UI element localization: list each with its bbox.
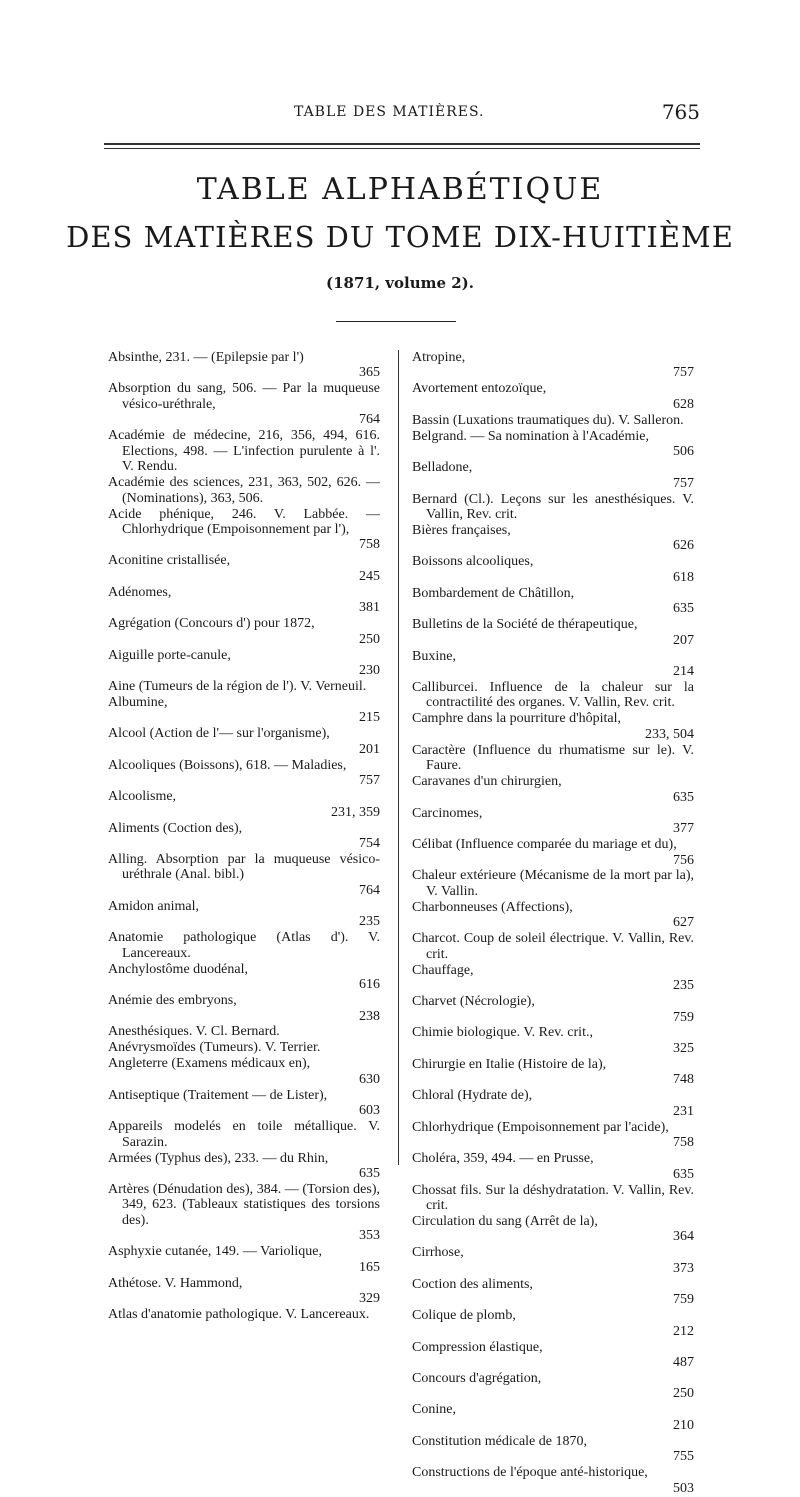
- index-entry: [412, 806, 694, 837]
- entry-page: 754: [359, 836, 380, 852]
- entry-heading: Colique de plomb,: [412, 1308, 516, 1324]
- entry-page: 325: [673, 1040, 694, 1056]
- entry-page: 757: [359, 773, 380, 789]
- entry-page: 759: [673, 1009, 694, 1025]
- index-entry: [412, 680, 694, 711]
- entry-page: 764: [359, 412, 380, 428]
- index-entry: [108, 1040, 380, 1055]
- index-entry: [412, 1088, 694, 1119]
- index-entry: [108, 1024, 380, 1039]
- index-entry: [412, 492, 694, 523]
- entry-heading: Agrégation (Concours d') pour 1872,: [108, 616, 315, 632]
- entry-heading: Bières françaises,: [412, 522, 511, 538]
- index-entry: [108, 553, 380, 584]
- index-entry: [108, 648, 380, 679]
- entry-heading: Anesthésiques. V. Cl. Bernard.: [108, 1024, 280, 1040]
- entry-page: 365: [359, 365, 380, 381]
- index-entry: [412, 1371, 694, 1402]
- left-column: [108, 350, 380, 1323]
- entry-heading: Bassin (Luxations traumatiques du). V. Salleron.: [412, 412, 684, 428]
- entry-page: 212: [673, 1323, 694, 1339]
- entry-heading: Absorption du sang, 506. — Par la muqueuse vésico-uréthrale,: [108, 381, 380, 412]
- entry-page: 230: [359, 663, 380, 679]
- entry-heading: Constitution médicale de 1870,: [412, 1433, 587, 1449]
- entry-heading: Charbonneuses (Affections),: [412, 899, 573, 915]
- entry-heading: Angleterre (Examens médicaux en),: [108, 1056, 311, 1072]
- entry-heading: Amidon animal,: [108, 898, 199, 914]
- index-entry: [412, 586, 694, 617]
- entry-page: 235: [673, 978, 694, 994]
- entry-page: 245: [359, 568, 380, 584]
- entry-heading: Calliburcei. Influence de la chaleur sur la contractilité des organes. V. Vallin, Rev. crit.: [412, 680, 694, 711]
- index-entry: [108, 1276, 380, 1307]
- entry-heading: Charvet (Nécrologie),: [412, 994, 535, 1010]
- entry-heading: Conine,: [412, 1402, 456, 1418]
- entry-page: 626: [673, 538, 694, 554]
- index-entry: [412, 1465, 694, 1496]
- index-entry: [412, 1151, 694, 1182]
- index-entry: [108, 1088, 380, 1119]
- entry-heading: Atropine,: [412, 350, 466, 365]
- index-entry: [412, 1402, 694, 1433]
- entry-heading: Anévrysmoïdes (Tumeurs). V. Terrier.: [108, 1040, 321, 1056]
- entry-page: 364: [673, 1229, 694, 1245]
- entry-page: 231: [673, 1103, 694, 1119]
- entry-heading: Chossat fils. Sur la déshydratation. V. Vallin, Rev. crit.: [412, 1182, 694, 1213]
- entry-heading: Belladone,: [412, 460, 473, 476]
- entry-heading: Appareils modelés en toile métallique. V. Sarazin.: [108, 1119, 380, 1150]
- entry-page: 377: [673, 821, 694, 837]
- entry-page: 759: [673, 1292, 694, 1308]
- title-line-3: (1871, volume 2).: [325, 274, 474, 292]
- entry-page: 233, 504: [645, 726, 694, 742]
- entry-heading: Belgrand. — Sa nomination à l'Académie,: [412, 428, 649, 444]
- index-entry: [412, 1340, 694, 1371]
- running-title: TABLE DES MATIÈRES.: [294, 104, 485, 120]
- entry-page: 373: [673, 1260, 694, 1276]
- entry-heading: Aine (Tumeurs de la région de l'). V. Verneuil.: [108, 679, 367, 695]
- index-entry: [108, 821, 380, 852]
- entry-page: 628: [673, 396, 694, 412]
- index-entry: [412, 429, 694, 460]
- entry-heading: Chimie biologique. V. Rev. crit.,: [412, 1025, 593, 1041]
- running-head: [104, 100, 700, 126]
- title-line-1: TABLE ALPHABÉTIQUE: [196, 172, 604, 207]
- entry-heading: Cirrhose,: [412, 1245, 464, 1261]
- entry-heading: Boissons alcooliques,: [412, 554, 534, 570]
- entry-heading: Chlorhydrique (Empoisonnement par l'acide),: [412, 1119, 669, 1135]
- index-entry: [108, 930, 380, 961]
- entry-heading: Charcot. Coup de soleil électrique. V. Vallin, Rev. crit.: [412, 931, 694, 962]
- index-entry: [412, 350, 694, 381]
- index-entry: [412, 1183, 694, 1214]
- entry-heading: Coction des aliments,: [412, 1276, 533, 1292]
- entry-page: 329: [359, 1291, 380, 1307]
- entry-page: 503: [673, 1480, 694, 1496]
- index-entry: [412, 774, 694, 805]
- index-entry: [108, 962, 380, 993]
- index-entry: [412, 381, 694, 412]
- title-line-2: DES MATIÈRES DU TOME DIX-HUITIÈME: [66, 220, 734, 254]
- entry-heading: Constructions de l'époque anté-historique,: [412, 1465, 648, 1481]
- entry-page: 635: [673, 1166, 694, 1182]
- entry-page: 201: [359, 741, 380, 757]
- entry-heading: Académie des sciences, 231, 363, 502, 626. — (Nominations), 363, 506.: [108, 475, 380, 506]
- entry-page: 250: [359, 631, 380, 647]
- entry-heading: Adénomes,: [108, 584, 172, 600]
- index-entry: [412, 649, 694, 680]
- index-entry: [412, 523, 694, 554]
- entry-heading: Chirurgie en Italie (Histoire de la),: [412, 1056, 607, 1072]
- entry-heading: Bulletins de la Société de thérapeutique,: [412, 617, 638, 633]
- index-entry: [412, 413, 694, 428]
- entry-heading: Artères (Dénudation des), 384. — (Torsion des), 349, 623. (Tableaux statistiques des torsions des).: [108, 1182, 380, 1228]
- entry-page: 755: [673, 1449, 694, 1465]
- index-entry: [108, 993, 380, 1024]
- entry-page: 487: [673, 1355, 694, 1370]
- entry-page: 506: [673, 444, 694, 460]
- entry-heading: Albumine,: [108, 694, 168, 710]
- entry-heading: Chauffage,: [412, 962, 474, 978]
- entry-heading: Alcooliques (Boissons), 618. — Maladies,: [108, 757, 347, 773]
- entry-heading: Aconitine cristallisée,: [108, 553, 231, 569]
- entry-heading: Compression élastique,: [412, 1339, 543, 1355]
- index-entry: [108, 507, 380, 553]
- entry-heading: Anémie des embryons,: [108, 993, 237, 1009]
- index-entry: [108, 616, 380, 647]
- entry-heading: Chaleur extérieure (Mécanisme de la mort par la), V. Vallin.: [412, 868, 694, 899]
- entry-page: 757: [673, 475, 694, 491]
- entry-heading: Chloral (Hydrate de),: [412, 1088, 533, 1104]
- index-entry: [108, 350, 380, 381]
- index-entry: [108, 1151, 380, 1182]
- index-entry: [108, 758, 380, 789]
- header-rule-thin: [104, 148, 700, 149]
- entry-heading: Buxine,: [412, 648, 456, 664]
- index-entry: [108, 1056, 380, 1087]
- entry-heading: Asphyxie cutanée, 149. — Variolique,: [108, 1244, 322, 1260]
- index-entry: [412, 868, 694, 899]
- title-rule: [336, 321, 456, 322]
- page-number: 765: [661, 100, 700, 124]
- entry-page: 756: [673, 852, 694, 868]
- entry-heading: Académie de médecine, 216, 356, 494, 616. Elections, 498. — L'infection purulente à l'. V. Rendu.: [108, 428, 380, 475]
- entry-page: 214: [673, 664, 694, 680]
- column-divider: [398, 350, 399, 1165]
- entry-heading: Alling. Absorption par la muqueuse vésico-uréthrale (Anal. bibl.): [108, 852, 380, 883]
- entry-page: 757: [673, 365, 694, 381]
- entry-page: 758: [359, 537, 380, 553]
- index-entry: [108, 1307, 380, 1322]
- index-entry: [412, 931, 694, 962]
- entry-page: 603: [359, 1103, 380, 1119]
- entry-page: 616: [359, 977, 380, 993]
- index-entry: [412, 994, 694, 1025]
- entry-heading: Athétose. V. Hammond,: [108, 1275, 243, 1291]
- index-entry: [412, 1277, 694, 1308]
- index-entry: [108, 726, 380, 757]
- index-entry: [108, 585, 380, 616]
- index-entry: [412, 963, 694, 994]
- index-entry: [412, 617, 694, 648]
- entry-page: 635: [673, 789, 694, 805]
- entry-heading: Alcoolisme,: [108, 789, 177, 805]
- index-entry: [412, 711, 694, 742]
- entry-page: 764: [359, 882, 380, 898]
- entry-heading: Absinthe, 231. — (Epilepsie par l'): [108, 350, 304, 365]
- index-entry: [108, 381, 380, 427]
- index-entry: [412, 1120, 694, 1151]
- entry-page: 165: [359, 1259, 380, 1275]
- entry-heading: Armées (Typhus des), 233. — du Rhin,: [108, 1150, 329, 1166]
- entry-heading: Carcinomes,: [412, 805, 483, 821]
- entry-page: 210: [673, 1417, 694, 1433]
- entry-heading: Choléra, 359, 494. — en Prusse,: [412, 1151, 594, 1167]
- index-entry: [108, 1182, 380, 1244]
- entry-heading: Bernard (Cl.). Leçons sur les anesthésiques. V. Vallin, Rev. crit.: [412, 491, 694, 523]
- index-entry: [108, 695, 380, 726]
- entry-heading: Bombardement de Châtillon,: [412, 585, 575, 601]
- entry-page: 618: [673, 569, 694, 585]
- entry-page: 635: [673, 601, 694, 617]
- entry-heading: Alcool (Action de l'— sur l'organisme),: [108, 726, 330, 742]
- entry-page: 381: [359, 600, 380, 616]
- entry-page: 748: [673, 1072, 694, 1088]
- index-entry: [412, 1308, 694, 1339]
- index-entry: [412, 1245, 694, 1276]
- right-column: [412, 350, 694, 1497]
- index-entry: [412, 460, 694, 491]
- index-entry: [108, 428, 380, 474]
- index-entry: [412, 1214, 694, 1245]
- entry-heading: Concours d'agrégation,: [412, 1370, 542, 1386]
- index-entry: [108, 852, 380, 898]
- index-entry: [108, 1119, 380, 1150]
- index-entry: [108, 475, 380, 506]
- index-entry: [412, 743, 694, 774]
- index-entry: [108, 1244, 380, 1275]
- entry-page: 231, 359: [331, 804, 380, 820]
- entry-heading: Acide phénique, 246. V. Labbée. — Chlorhydrique (Empoisonnement par l'),: [108, 506, 380, 537]
- entry-page: 353: [359, 1228, 380, 1244]
- entry-page: 238: [359, 1008, 380, 1024]
- entry-page: 215: [359, 710, 380, 726]
- index-entry: [412, 837, 694, 868]
- entry-page: 630: [359, 1071, 380, 1087]
- entry-heading: Aliments (Coction des),: [108, 820, 243, 836]
- index-entry: [108, 899, 380, 930]
- entry-page: 627: [673, 915, 694, 931]
- entry-page: 635: [359, 1166, 380, 1182]
- entry-heading: Antiseptique (Traitement — de Lister),: [108, 1087, 328, 1103]
- entry-heading: Anatomie pathologique (Atlas d'). V. Lancereaux.: [108, 930, 380, 961]
- index-entry: [412, 1025, 694, 1056]
- entry-heading: Atlas d'anatomie pathologique. V. Lancereaux.: [108, 1307, 370, 1323]
- entry-page: 250: [673, 1386, 694, 1402]
- entry-heading: Avortement entozoïque,: [412, 381, 547, 397]
- entry-page: 207: [673, 632, 694, 648]
- entry-page: 758: [673, 1135, 694, 1151]
- index-entry: [108, 789, 380, 820]
- index-entry: [412, 554, 694, 585]
- entry-heading: Aiguille porte-canule,: [108, 647, 231, 663]
- entry-heading: Anchylostôme duodénal,: [108, 961, 248, 977]
- entry-heading: Circulation du sang (Arrêt de la),: [412, 1213, 598, 1229]
- index-entry: [412, 1057, 694, 1088]
- entry-heading: Camphre dans la pourriture d'hôpital,: [412, 711, 621, 727]
- entry-heading: Caravanes d'un chirurgien,: [412, 774, 562, 790]
- entry-page: 235: [359, 914, 380, 930]
- header-rule: [104, 143, 700, 145]
- index-entry: [108, 679, 380, 694]
- index-entry: [412, 900, 694, 931]
- index-entry: [412, 1434, 694, 1465]
- entry-heading: Célibat (Influence comparée du mariage et du),: [412, 837, 677, 853]
- entry-heading: Caractère (Influence du rhumatisme sur le). V. Faure.: [412, 742, 694, 774]
